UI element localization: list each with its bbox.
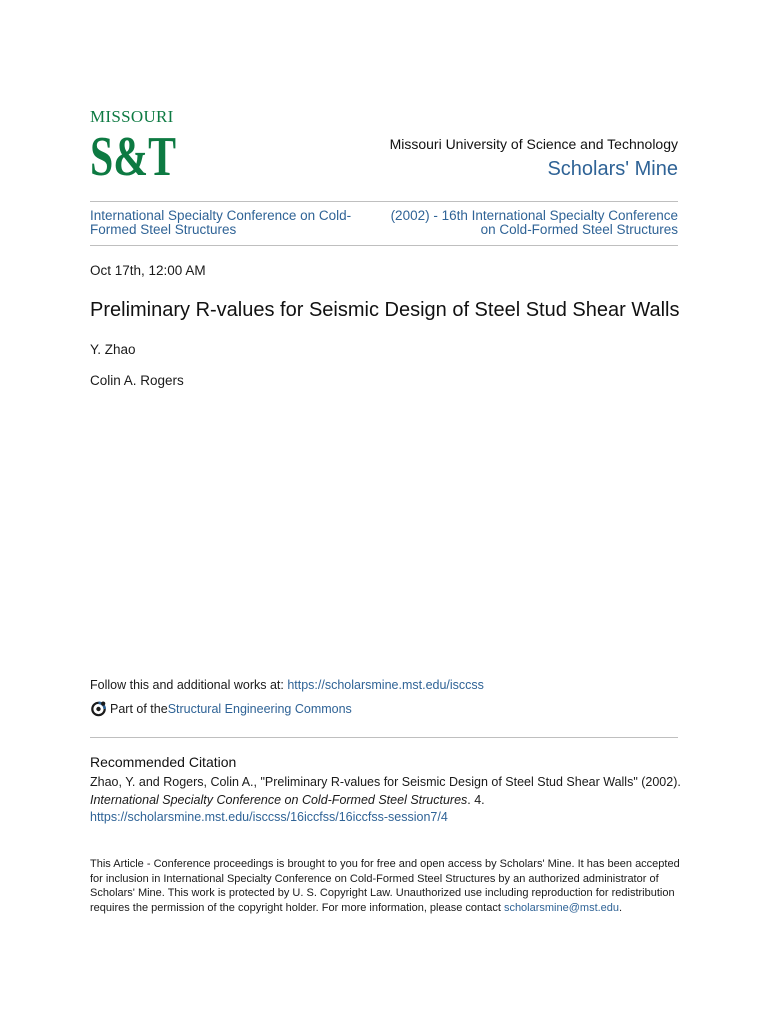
series-link[interactable] <box>90 209 380 237</box>
notice-text: This Article - Conference proceedings is brought to you for free and open access by Scholars' Mine. It has been accepted for inclusion in International Specialty Conference on Cold-Formed Steel Structures by an authorized administrator of Scholars' Mine. This work is protected by U. S. Copyright Law. Unauthorized use including reproduction for redistribution requires the permission of the copyright holder. For more information, please contact <box>90 858 680 914</box>
missouri-st-logo <box>90 107 180 188</box>
article-title: Preliminary R-values for Seismic Design of Steel Stud Shear Walls <box>90 299 680 321</box>
notice-end: . <box>619 901 623 914</box>
university-name: Missouri University of Science and Technology <box>389 136 678 152</box>
follow-url-link[interactable]: https://scholarsmine.mst.edu/isccss <box>287 678 484 692</box>
network-commons-icon <box>90 700 107 717</box>
event-date: Oct 17th, 12:00 AM <box>90 263 206 278</box>
part-of-prefix: Part of the <box>110 701 168 716</box>
follow-line <box>90 678 484 692</box>
contact-email-link[interactable]: scholarsmine@mst.edu <box>503 901 620 914</box>
conference-link-line1: (2002) - 16th International Specialty Conference <box>390 208 678 223</box>
author-1: Y. Zhao <box>90 342 136 357</box>
citation-block <box>90 774 690 827</box>
author-2: Colin A. Rogers <box>90 373 184 388</box>
svg-text:S&T: S&T <box>90 126 176 188</box>
citation-divider <box>90 737 678 738</box>
part-of-line <box>90 700 352 717</box>
conference-link[interactable] <box>378 209 678 237</box>
citation-heading: Recommended Citation <box>90 754 237 770</box>
scholars-mine-link[interactable]: Scholars' Mine <box>547 158 678 180</box>
header-divider <box>90 201 678 202</box>
st-monogram-icon <box>90 126 176 188</box>
citation-journal-suffix: . 4. <box>467 792 485 807</box>
commons-link[interactable]: Structural Engineering Commons <box>167 701 352 716</box>
citation-journal: International Specialty Conference on Cold-Formed Steel Structures <box>90 792 468 807</box>
citation-url-link[interactable]: https://scholarsmine.mst.edu/isccss/16iccfss/16iccfss-session7/4 <box>90 810 448 824</box>
conference-link-line2: on Cold-Formed Steel Structures <box>480 222 678 237</box>
breadcrumb-divider <box>90 245 678 246</box>
series-link-line1: International Specialty Conference on Cold- <box>90 208 352 223</box>
logo-wordmark: MISSOURI <box>90 107 174 126</box>
series-link-line2: Formed Steel Structures <box>90 222 237 237</box>
citation-text: Zhao, Y. and Rogers, Colin A., "Preliminary R-values for Seismic Design of Steel Stud Shear Walls" (2002). <box>90 775 681 789</box>
follow-prefix: Follow this and additional works at: <box>90 678 288 692</box>
copyright-notice <box>90 857 680 915</box>
